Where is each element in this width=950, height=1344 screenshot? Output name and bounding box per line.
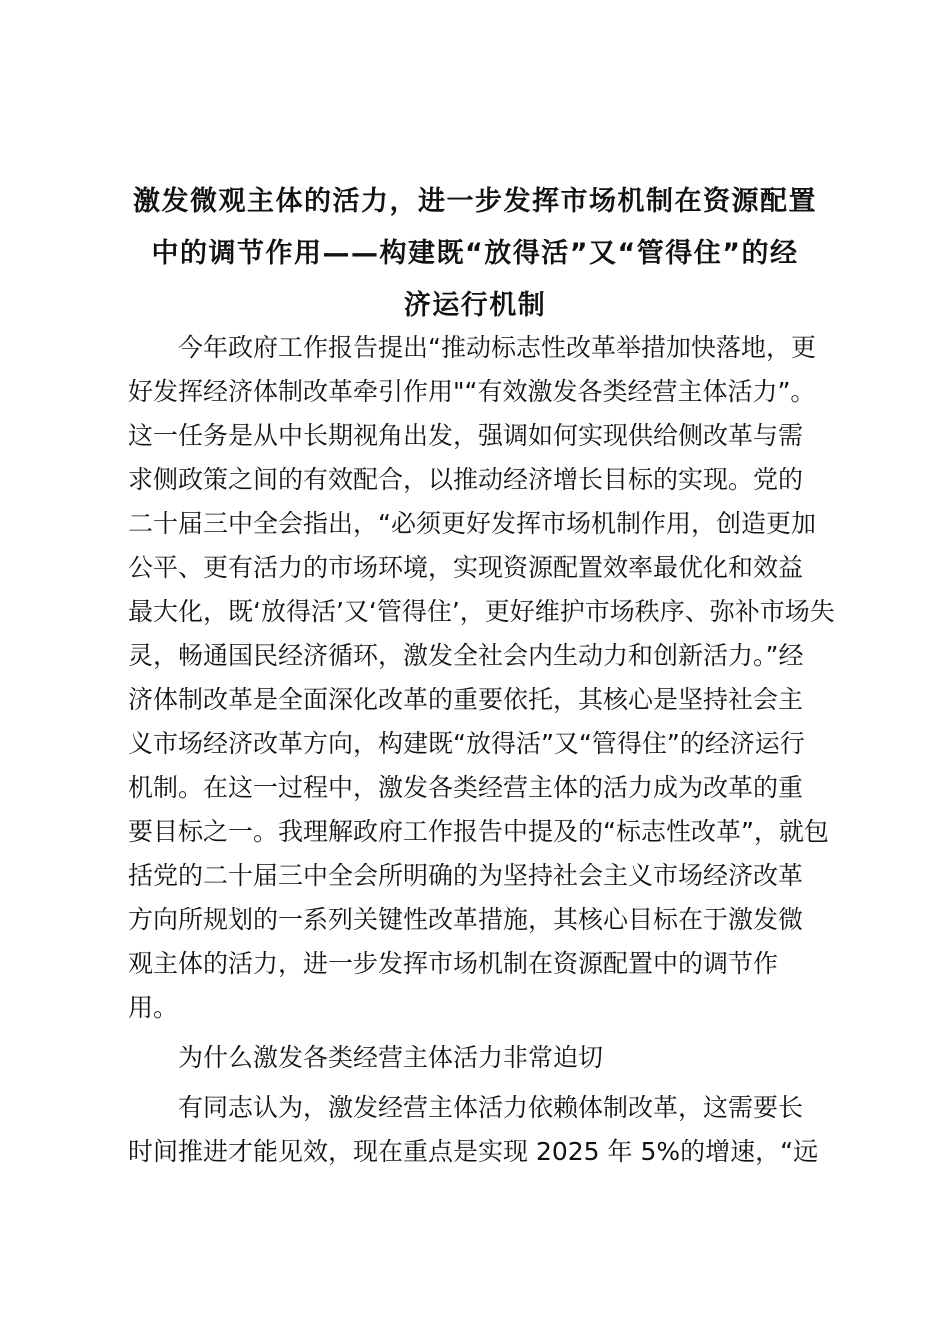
paragraph-line: 要目标之一。我理解政府工作报告中提及的“标志性改革”，就包 [128,817,829,846]
paragraph-line: 今年政府工作报告提出“推动标志性改革举措加快落地，更 [178,333,816,362]
paragraph-line: 方向所规划的一系列关键性改革措施，其核心目标在于激发微 [128,905,804,934]
paragraph-line: 用。 [128,993,179,1022]
title-line: 激发微观主体的活力，进一步发挥市场机制在资源配置 [133,186,817,217]
document-body [128,326,835,1174]
paragraph-line: 公平、更有活力的市场环境，实现资源配置效率最优化和效益 [128,553,804,582]
document-title [120,176,830,332]
paragraph-second [128,1086,830,1174]
paragraph-line: 最大化，既‘放得活’又‘管得住’，更好维护市场秩序、弥补市场失 [128,597,835,626]
paragraph-line: 济体制改革是全面深化改革的重要依托，其核心是坚持社会主 [128,685,804,714]
paragraph-line: 求侧政策之间的有效配合，以推动经济增长目标的实现。党的 [128,465,804,494]
title-line: 中的调节作用——构建既“放得活”又“管得住”的经 [151,238,799,269]
paragraph-line: 有同志认为，激发经营主体活力依赖体制改革，这需要长 [178,1093,804,1122]
paragraph-line: 二十届三中全会指出，“必须更好发挥市场机制作用，创造更加 [128,509,816,538]
paragraph-line: 机制。在这一过程中，激发各类经营主体的活力成为改革的重 [128,773,804,802]
title-line: 济运行机制 [403,290,547,321]
paragraph-line: 观主体的活力，进一步发挥市场机制在资源配置中的调节作 [128,949,779,978]
paragraph-line: 灵，畅通国民经济循环，激发全社会内生动力和创新活力。”经 [128,641,804,670]
paragraph-line: 这一任务是从中长期视角出发，强调如何实现供给侧改革与需 [128,421,804,450]
paragraph-line: 义市场经济改革方向，构建既“放得活”又“管得住”的经济运行 [128,729,805,758]
paragraph-line: 好发挥经济体制改革牵引作用"“有效激发各类经营主体活力”。 [128,377,816,406]
paragraph-line: 括党的二十届三中全会所明确的为坚持社会主义市场经济改革 [128,861,804,890]
section-heading: 为什么激发各类经营主体活力非常迫切 [178,1043,604,1072]
paragraph-line: 时间推进才能见效，现在重点是实现 2025 年 5%的增速，“远 [128,1137,819,1166]
paragraph-intro [128,326,835,1030]
